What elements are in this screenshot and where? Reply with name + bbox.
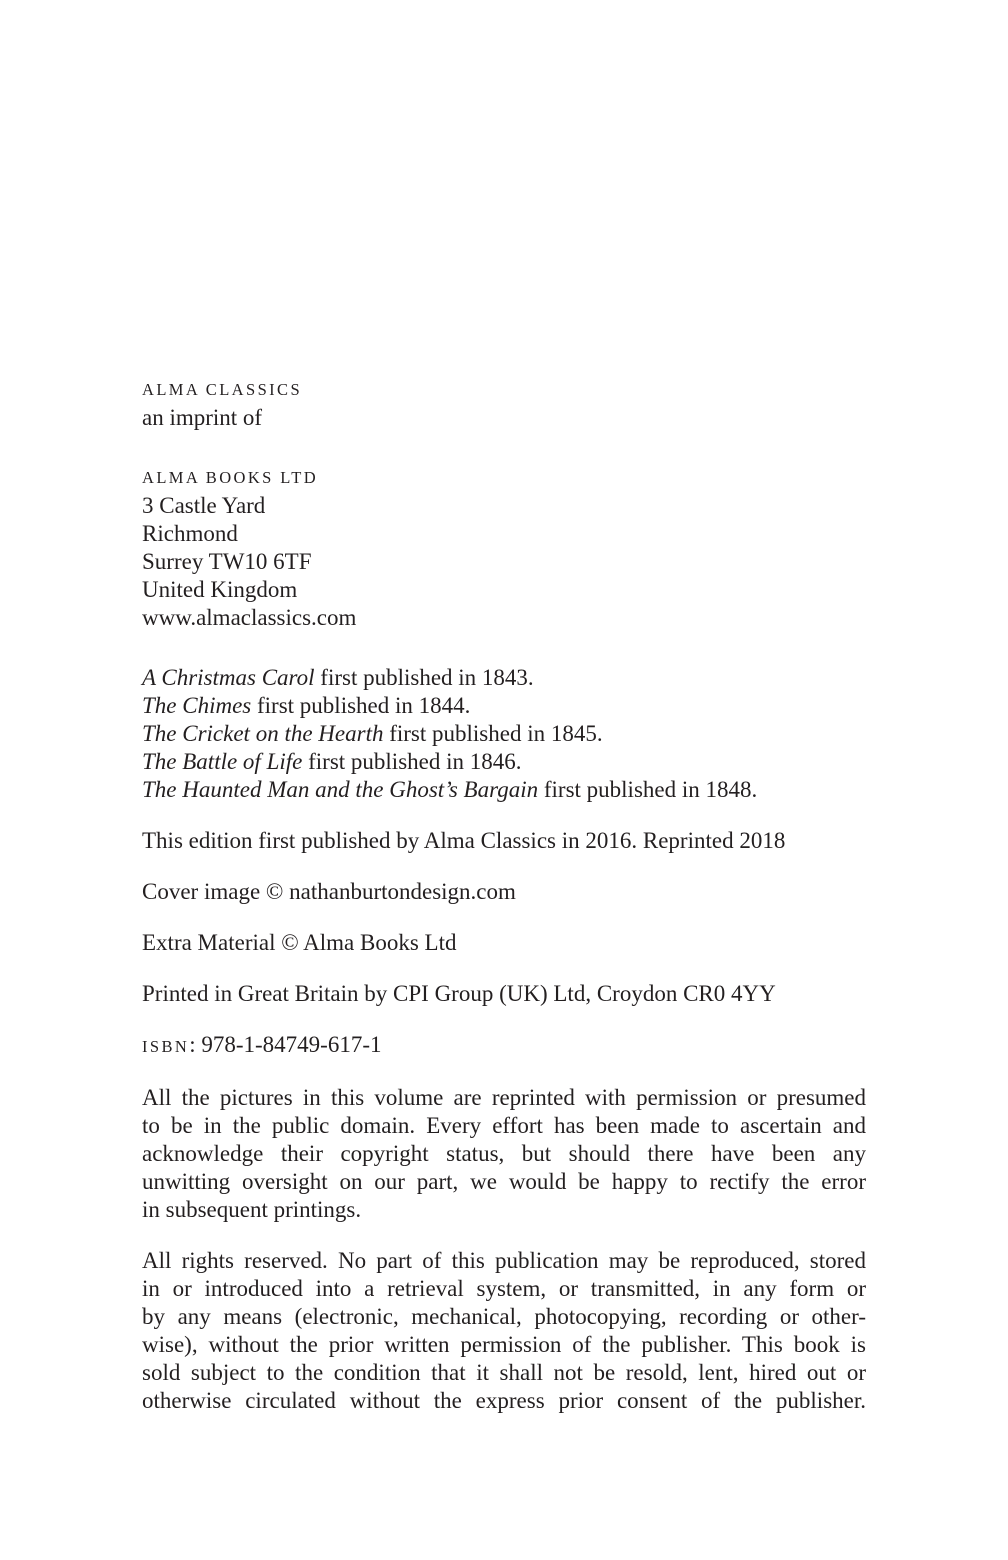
publication-history (142, 664, 866, 804)
history-line (142, 720, 866, 748)
work-title: The Chimes (142, 693, 252, 718)
pictures-notice (142, 1084, 866, 1224)
notice-line: All rights reserved. No part of this publication may be reproduced, stored (142, 1248, 866, 1273)
history-note: first published in 1845. (383, 721, 603, 746)
imprint-note: an imprint of (142, 405, 263, 430)
notice-line: unwitting oversight on our part, we would be happy to rectify the error (142, 1169, 866, 1194)
imprint-name: ALMA CLASSICS (142, 380, 303, 399)
notice-line: sold subject to the condition that it shall not be resold, lent, hired out or (142, 1360, 866, 1385)
address-line: United Kingdom (142, 577, 298, 602)
history-note: first published in 1846. (302, 749, 522, 774)
printer-credit: Printed in Great Britain by CPI Group (UK) Ltd, Croydon CR0 4YY (142, 981, 776, 1006)
notice-line: in subsequent printings. (142, 1197, 362, 1222)
notice-line: otherwise circulated without the express prior consent of the publisher. (142, 1388, 866, 1413)
work-title: The Battle of Life (142, 749, 303, 774)
notice-line: All the pictures in this volume are reprinted with permission or presumed (142, 1085, 866, 1110)
history-note: first published in 1844. (251, 693, 471, 718)
history-line (142, 664, 866, 692)
work-title: The Haunted Man and the Ghost’s Bargain (142, 777, 539, 802)
extra-material-credit: Extra Material © Alma Books Ltd (142, 930, 457, 955)
notice-line: in or introduced into a retrieval system, or transmitted, in any form or (142, 1276, 866, 1301)
publisher-website[interactable]: www.almaclassics.com (142, 605, 357, 630)
history-line (142, 748, 866, 776)
isbn-value: : 978-1-84749-617-1 (189, 1032, 382, 1057)
isbn-label: ISBN (142, 1037, 190, 1056)
edition-note: This edition first published by Alma Classics in 2016. Reprinted 2018 (142, 828, 786, 853)
notice-line: to be in the public domain. Every effort has been made to ascertain and (142, 1113, 866, 1138)
cover-credit: Cover image © nathanburtondesign.com (142, 879, 516, 904)
work-title: The Cricket on the Hearth (142, 721, 384, 746)
notice-line: wise), without the prior written permission of the publisher. This book is (142, 1332, 866, 1357)
history-note: first published in 1848. (538, 777, 758, 802)
rights-notice (142, 1247, 866, 1415)
company-name: ALMA BOOKS LTD (142, 468, 319, 487)
work-title: A Christmas Carol (142, 665, 315, 690)
address-line: 3 Castle Yard (142, 493, 266, 518)
copyright-page (142, 376, 866, 1415)
isbn (142, 1031, 866, 1061)
notice-line: by any means (electronic, mechanical, photocopying, recording or other- (142, 1304, 866, 1329)
address-line: Surrey TW10 6TF (142, 549, 312, 574)
address-line: Richmond (142, 521, 238, 546)
history-line (142, 692, 866, 720)
notice-line: acknowledge their copyright status, but should there have been any (142, 1141, 866, 1166)
history-note: first published in 1843. (314, 665, 534, 690)
imprint-block (142, 376, 866, 432)
address-block (142, 464, 866, 632)
history-line (142, 776, 866, 804)
